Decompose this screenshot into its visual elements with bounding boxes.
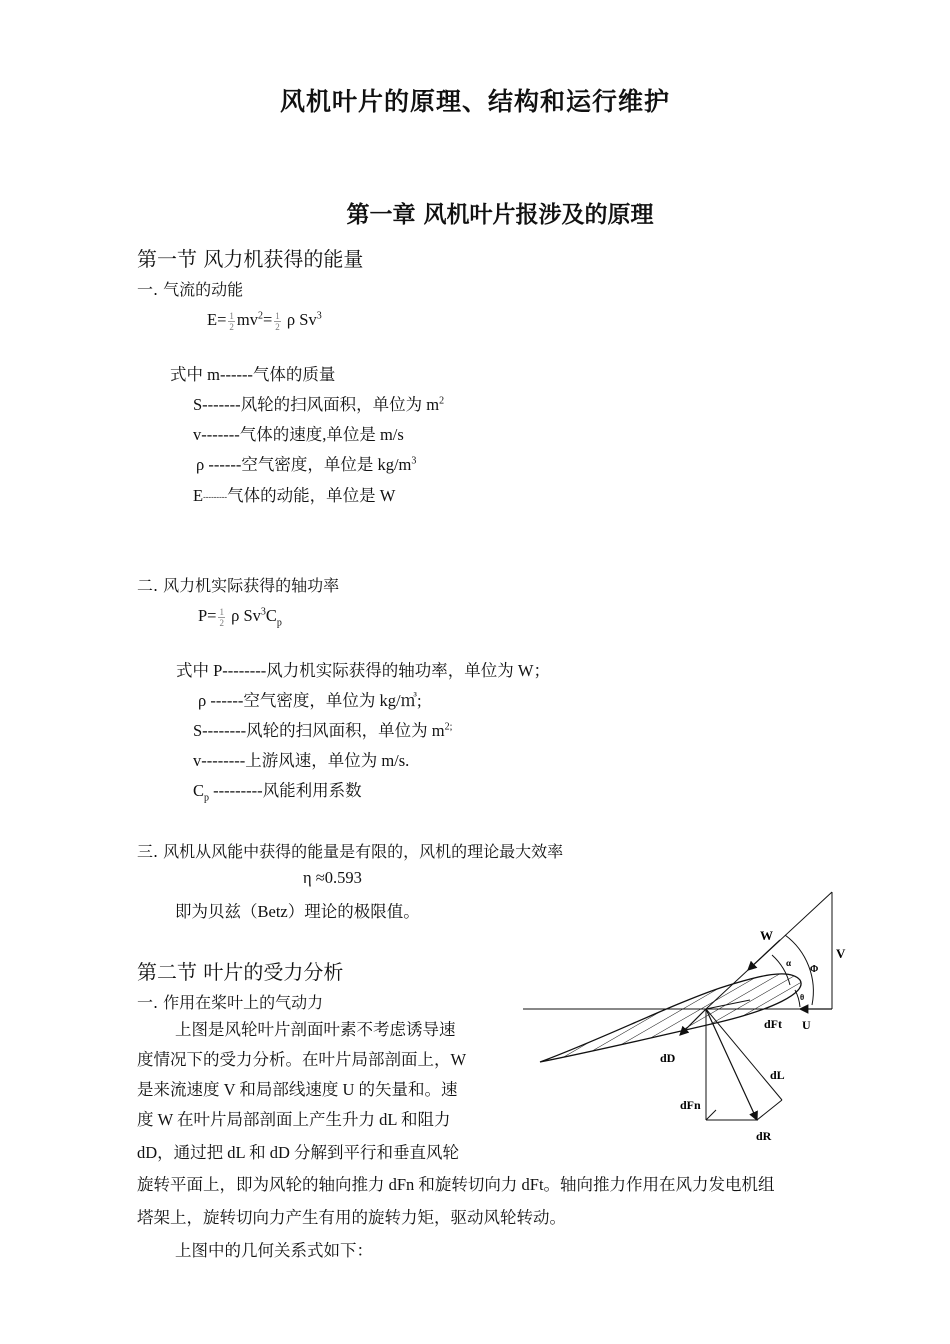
definition-m: 式中 m------气体的质量: [170, 365, 336, 384]
section2-title: 第二节 叶片的受力分析: [137, 960, 344, 984]
label-theta: θ: [800, 993, 805, 1002]
definition-rho: ρ ------空气密度，单位是 $kg/m^3$: [196, 455, 417, 474]
paragraph-line: 旋转平面上，即为风轮的轴向推力 dFn 和旋转切向力 dFt。轴向推力作用在风力发电机组: [137, 1175, 775, 1194]
power-definition-P: 式中 P--------风力机实际获得的轴功率，单位为 W；: [176, 661, 550, 680]
power-formula: P= $\frac{1}{2}$ ρ $Sv^3C_p$: [198, 606, 282, 629]
label-dL: dL: [770, 1068, 785, 1082]
fraction: $\frac{1}{2}$: [219, 606, 224, 628]
section1-title: 第一节 风力机获得的能量: [137, 247, 364, 271]
section1-part2-title: 二. 风力机实际获得的轴功率: [137, 576, 340, 595]
label-V: V: [836, 946, 846, 961]
paragraph-line: 度情况下的受力分析。在叶片局部剖面上，W: [137, 1050, 467, 1069]
power-definition-rho: ρ ------空气密度，单位为 kg/㎥;: [198, 691, 422, 710]
fraction: $\frac{1}{2}$: [275, 310, 280, 332]
power-definition-Cp: $C_p$ ---------风能利用系数: [193, 781, 362, 804]
label-dD: dD: [660, 1051, 676, 1065]
dl-dr-side: [757, 1100, 782, 1120]
definition-S: S-------风轮的扫风面积，单位为 $m^2$: [193, 395, 445, 414]
label-W: W: [760, 928, 773, 943]
power-definition-S: S--------风轮的扫风面积，单位为 $m^{2;}$: [193, 721, 453, 740]
section2-part1-title: 一. 作用在桨叶上的气动力: [137, 993, 324, 1012]
betz-limit-text: 即为贝兹（Betz）理论的极限值。: [175, 902, 420, 921]
energy-formula: E= $\frac{1}{2}$ $mv^2=$ $\frac{1}{2}$ ρ Sv$^3$: [207, 310, 322, 332]
label-dFn: dFn: [680, 1098, 701, 1112]
dr-vector: [706, 1009, 757, 1120]
paragraph-line: 上图中的几何关系式如下：: [175, 1241, 373, 1260]
w-arrow: [748, 940, 780, 970]
power-definition-v: v--------上游风速，单位为 m/s.: [193, 751, 410, 770]
betz-efficiency: η ≈0.593: [303, 868, 362, 887]
document-title: 风机叶片的原理、结构和运行维护: [279, 87, 670, 116]
blade-force-diagram: [515, 880, 875, 1150]
dfn-arrowhead: [706, 1110, 716, 1120]
definition-v: v-------气体的速度,单位是 m/s: [193, 425, 404, 444]
paragraph-line: 是来流速度 V 和局部线速度 U 的矢量和。速: [137, 1080, 458, 1099]
label-alpha: α: [786, 958, 792, 968]
airfoil-section: [540, 974, 801, 1062]
label-phi: Φ: [810, 964, 819, 975]
section1-part1-title: 一. 气流的动能: [137, 280, 244, 299]
definition-E: E---------气体的动能，单位是 W: [193, 486, 396, 505]
label-dR: dR: [756, 1129, 772, 1143]
paragraph-line: dD，通过把 dL 和 dD 分解到平行和垂直风轮: [137, 1143, 460, 1162]
fraction: $\frac{1}{2}$: [229, 310, 234, 332]
chapter-title: 第一章 风机叶片报涉及的原理: [346, 202, 654, 228]
label-dFt: dFt: [764, 1017, 782, 1031]
paragraph-line: 上图是风轮叶片剖面叶素不考虑诱导速: [175, 1020, 456, 1039]
paragraph-line: 塔架上，旋转切向力产生有用的旋转力矩，驱动风轮转动。: [137, 1208, 566, 1227]
label-U: U: [802, 1018, 811, 1032]
paragraph-line: 度 W 在叶片局部剖面上产生升力 dL 和阻力: [137, 1110, 451, 1129]
section1-part3-title: 三. 风机从风能中获得的能量是有限的，风机的理论最大效率: [137, 842, 564, 861]
